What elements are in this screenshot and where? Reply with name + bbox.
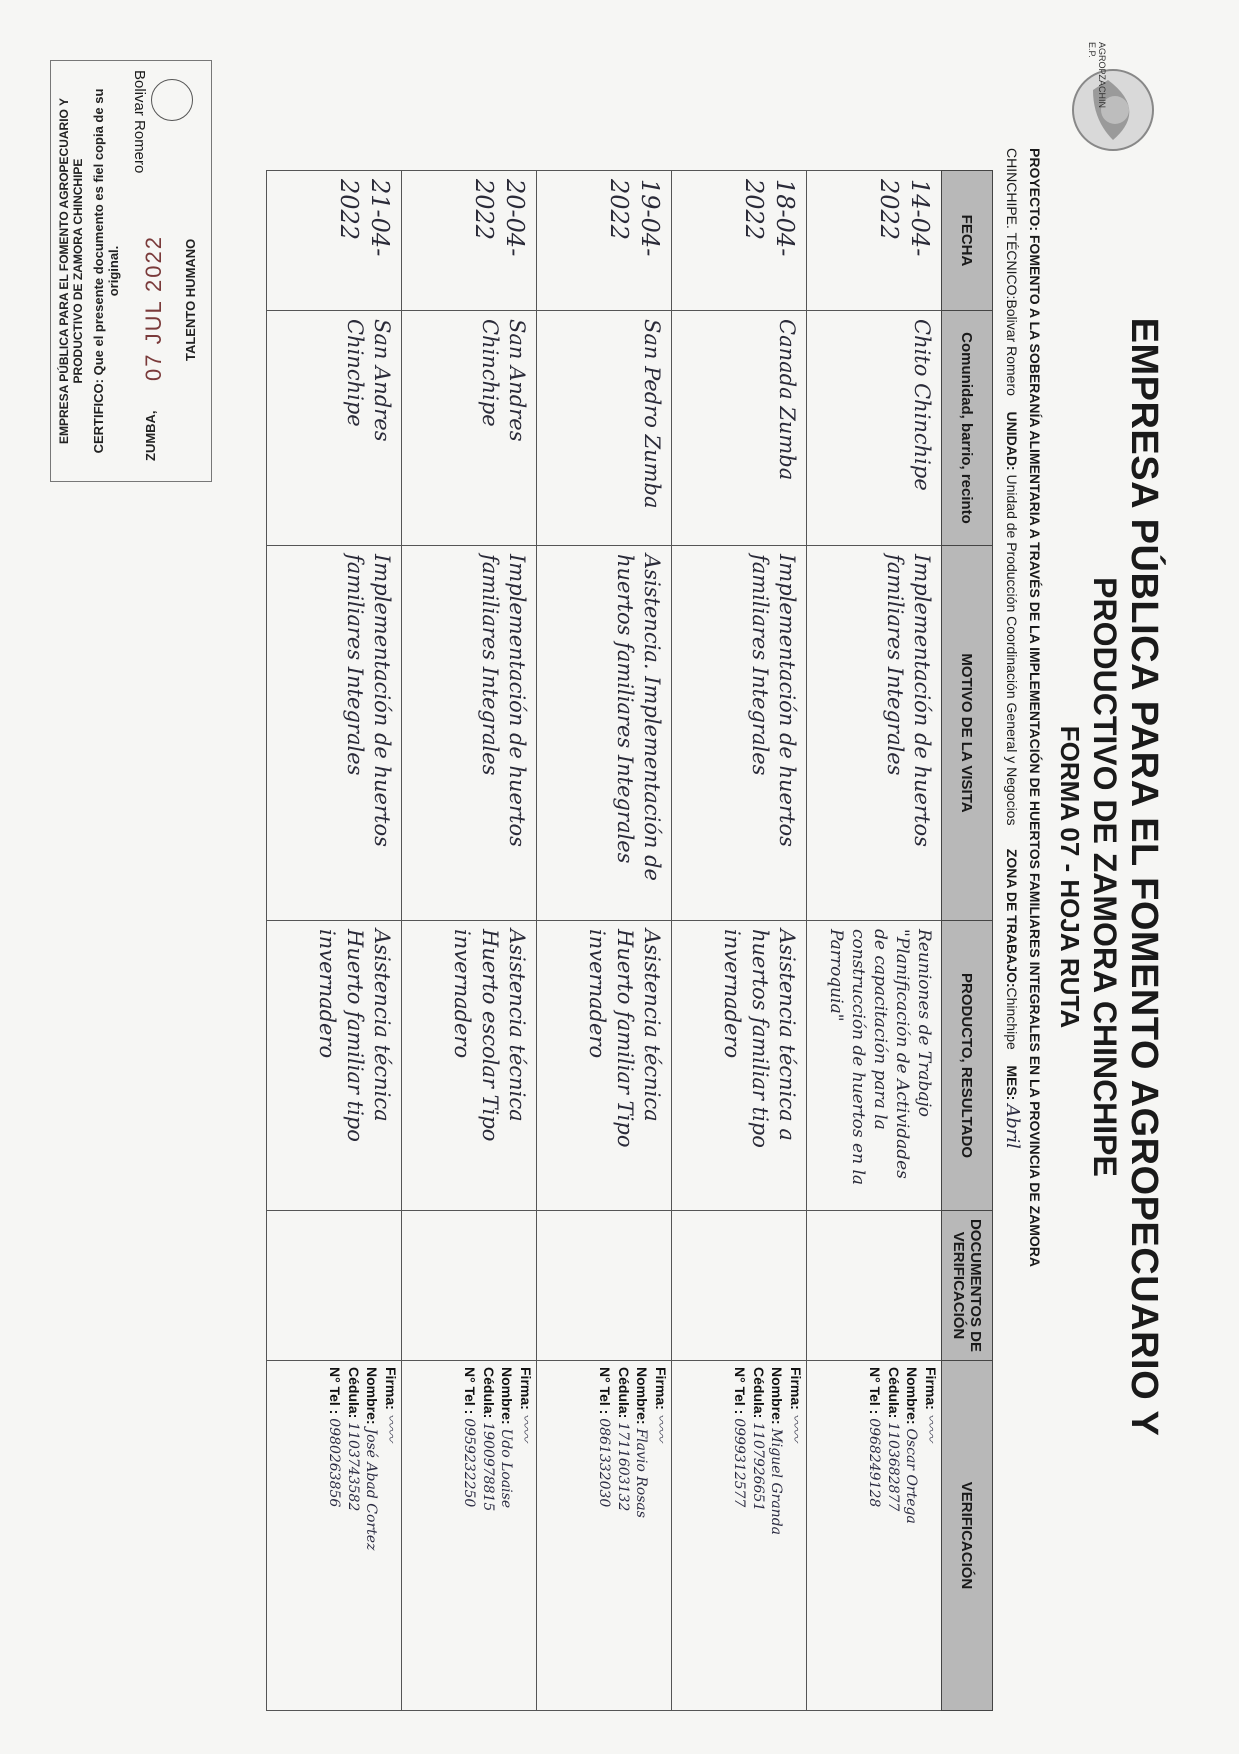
cedula-value: 1711603132	[615, 1422, 631, 1512]
cedula-label: Cédula:	[886, 1367, 902, 1419]
tel-line	[325, 1367, 344, 1704]
tel-value: 0968249128	[866, 1418, 883, 1508]
cell-producto: Asistencia técnica Huerto escolar Tipo invernadero	[402, 921, 537, 1211]
cedula-line	[344, 1367, 363, 1704]
table-row	[267, 171, 402, 1711]
proyecto-label: PROYECTO:	[1027, 148, 1043, 231]
cell-verificacion	[807, 1361, 942, 1711]
tecnico-value: Bolivar Romero	[1004, 299, 1020, 396]
nombre-line	[632, 1367, 651, 1704]
table-row	[537, 171, 672, 1711]
cell-comunidad: San Andres Chinchipe	[267, 311, 402, 546]
cell-verificacion	[402, 1361, 537, 1711]
proyecto-line	[1027, 148, 1043, 1267]
nombre-line	[902, 1367, 921, 1704]
nombre-label: Nombre:	[769, 1367, 786, 1425]
cedula-value: 1900978815	[480, 1422, 496, 1512]
tecnico-line	[1002, 148, 1023, 1149]
nombre-value: José Abad Cortez	[363, 1428, 380, 1551]
tel-label: N° Tel :	[867, 1367, 884, 1415]
firma-line	[651, 1367, 670, 1704]
tel-line	[865, 1367, 884, 1704]
cedula-value: 1103682877	[885, 1422, 901, 1512]
signature: 〰〰	[787, 1413, 803, 1442]
nombre-value: Flavio Rosas	[633, 1428, 650, 1518]
cedula-line	[749, 1367, 768, 1704]
cell-motivo: Implementación de huertos familiares Integrales	[807, 546, 942, 921]
cell-fecha: 19-04-2022	[537, 171, 672, 311]
firma-line	[786, 1367, 805, 1704]
firma-line	[921, 1367, 940, 1704]
signature: 〰〰	[382, 1413, 398, 1442]
nombre-label: Nombre:	[499, 1367, 516, 1425]
firma-line	[516, 1367, 535, 1704]
table-row	[807, 171, 942, 1711]
cell-fecha: 21-04-2022	[267, 171, 402, 311]
nombre-label: Nombre:	[634, 1367, 651, 1425]
stamp-talento: TALENTO HUMANO	[183, 238, 198, 361]
stamp-certifico: CERTIFICO: Que el presente documento es fiel copia de su original.	[91, 88, 121, 454]
header-fecha: FECHA	[942, 171, 993, 311]
cell-fecha: 20-04-2022	[402, 171, 537, 311]
tel-value: 0999312577	[731, 1418, 748, 1508]
nombre-label: Nombre:	[364, 1367, 381, 1425]
cell-verificacion	[537, 1361, 672, 1711]
tel-value: 0959232250	[461, 1418, 478, 1508]
firma-line	[381, 1367, 400, 1704]
tel-line	[460, 1367, 479, 1704]
tel-label: N° Tel :	[462, 1367, 479, 1415]
cedula-value: 1103743582	[345, 1422, 361, 1512]
header-producto: PRODUCTO, RESULTADO	[942, 921, 993, 1211]
zona-value: Chinchipe	[1004, 987, 1020, 1050]
cell-producto: Asistencia técnica Huerto familiar tipo invernadero	[267, 921, 402, 1211]
firma-label: Firma:	[923, 1367, 939, 1410]
tel-label: N° Tel :	[597, 1367, 614, 1415]
cedula-label: Cédula:	[346, 1367, 362, 1419]
cedula-value: 1107926651	[750, 1422, 766, 1512]
cell-motivo: Implementación de huertos familiares Integrales	[267, 546, 402, 921]
firma-label: Firma:	[383, 1367, 399, 1410]
signature: 〰〰	[922, 1413, 938, 1442]
tel-value: 0980263856	[326, 1418, 343, 1508]
cell-comunidad: San Pedro Zumba	[537, 311, 672, 546]
unidad-label: UNIDAD:	[1004, 411, 1020, 471]
cell-producto: Asistencia técnica a huertos familiar tipo invernadero	[672, 921, 807, 1211]
stamp-empresa: EMPRESA PÚBLICA PARA EL FOMENTO AGROPECUARIO Y PRODUCTIVO DE ZAMORA CHINCHIPE	[57, 97, 85, 445]
nombre-line	[767, 1367, 786, 1704]
tel-label: N° Tel :	[732, 1367, 749, 1415]
line2-prefix: CHINCHIPE.	[1004, 148, 1020, 229]
cell-documentos	[537, 1211, 672, 1361]
header-comunidad: Comunidad, barrio, recinto	[942, 311, 993, 546]
firma-label: Firma:	[788, 1367, 804, 1410]
tel-label: N° Tel :	[327, 1367, 344, 1415]
cell-motivo: Asistencia. Implementación de huertos familiares Integrales	[537, 546, 672, 921]
cedula-line	[884, 1367, 903, 1704]
tecnico-label: TÉCNICO:	[1004, 232, 1020, 300]
mes-value: Abril	[1002, 1104, 1023, 1149]
form-title: FORMA 07 - HOJA RUTA	[1055, 725, 1085, 1029]
cell-documentos	[672, 1211, 807, 1361]
stamp-date: 07 JUL 2022	[141, 235, 166, 381]
mes-label: MES:	[1004, 1065, 1020, 1101]
title-line-2: PRODUCTIVO DE ZAMORA CHINCHIPE	[1087, 577, 1123, 1177]
logo-label: AGROPZACHIN E.P.	[1087, 42, 1107, 109]
header-verificacion: VERIFICACIÓN	[942, 1361, 993, 1711]
firmante-name: Bolivar Romero	[131, 70, 148, 174]
cell-fecha: 14-04-2022	[807, 171, 942, 311]
nombre-value: Udo Loaise	[498, 1428, 515, 1509]
signature: 〰〰	[517, 1413, 533, 1442]
cell-documentos	[267, 1211, 402, 1361]
cell-producto: Asistencia técnica Huerto familiar Tipo invernadero	[537, 921, 672, 1211]
stamp-place: ZUMBA,	[143, 410, 158, 461]
title-line-1: EMPRESA PÚBLICA PARA EL FOMENTO AGROPECUARIO Y	[1123, 317, 1165, 1437]
cell-producto: Reuniones de Trabajo "Planificación de Actividades de capacitación para la construcción de huertos en la Parroquia"	[807, 921, 942, 1211]
firma-label: Firma:	[653, 1367, 669, 1410]
unidad-value: Unidad de Producción Coordinación General y Negocios	[1004, 474, 1020, 826]
nombre-value: Oscar Ortega	[903, 1428, 920, 1524]
zona-label: ZONA DE TRABAJO:	[1004, 848, 1020, 988]
cedula-label: Cédula:	[616, 1367, 632, 1419]
cedula-line	[614, 1367, 633, 1704]
cedula-line	[479, 1367, 498, 1704]
header-documentos: DOCUMENTOS DE VERIFICACIÓN	[942, 1211, 993, 1361]
table-row	[672, 171, 807, 1711]
tel-value: 0861332030	[596, 1418, 613, 1508]
stamp-seal-icon	[151, 79, 193, 121]
tel-line	[595, 1367, 614, 1704]
nombre-label: Nombre:	[904, 1367, 921, 1425]
nombre-line	[497, 1367, 516, 1704]
cell-documentos	[402, 1211, 537, 1361]
proyecto-value: FOMENTO A LA SOBERANÍA ALIMENTARIA A TRAVÉS DE LA IMPLEMENTACIÓN DE HUERTOS FAMILIARES INTEGRALES EN LA PROVINCIA DE ZAMORA	[1027, 234, 1043, 1267]
cell-verificacion	[672, 1361, 807, 1711]
cedula-label: Cédula:	[481, 1367, 497, 1419]
cell-motivo: Implementación de huertos familiares Integrales	[672, 546, 807, 921]
cell-verificacion	[267, 1361, 402, 1711]
cell-fecha: 18-04-2022	[672, 171, 807, 311]
cell-comunidad: Chito Chinchipe	[807, 311, 942, 546]
certification-stamp	[50, 60, 210, 480]
cell-comunidad: San Andres Chinchipe	[402, 311, 537, 546]
signature: 〰〰	[652, 1413, 668, 1442]
tel-line	[730, 1367, 749, 1704]
cell-comunidad: Canada Zumba	[672, 311, 807, 546]
table-row	[402, 171, 537, 1711]
cell-documentos	[807, 1211, 942, 1361]
nombre-value: Miguel Granda	[768, 1428, 785, 1536]
table-header-row	[942, 171, 993, 1711]
nombre-line	[362, 1367, 381, 1704]
cell-motivo: Implementación de huertos familiares Integrales	[402, 546, 537, 921]
cedula-label: Cédula:	[751, 1367, 767, 1419]
firma-label: Firma:	[518, 1367, 534, 1410]
header-motivo: MOTIVO DE LA VISITA	[942, 546, 993, 921]
hoja-ruta-table	[266, 170, 993, 1711]
